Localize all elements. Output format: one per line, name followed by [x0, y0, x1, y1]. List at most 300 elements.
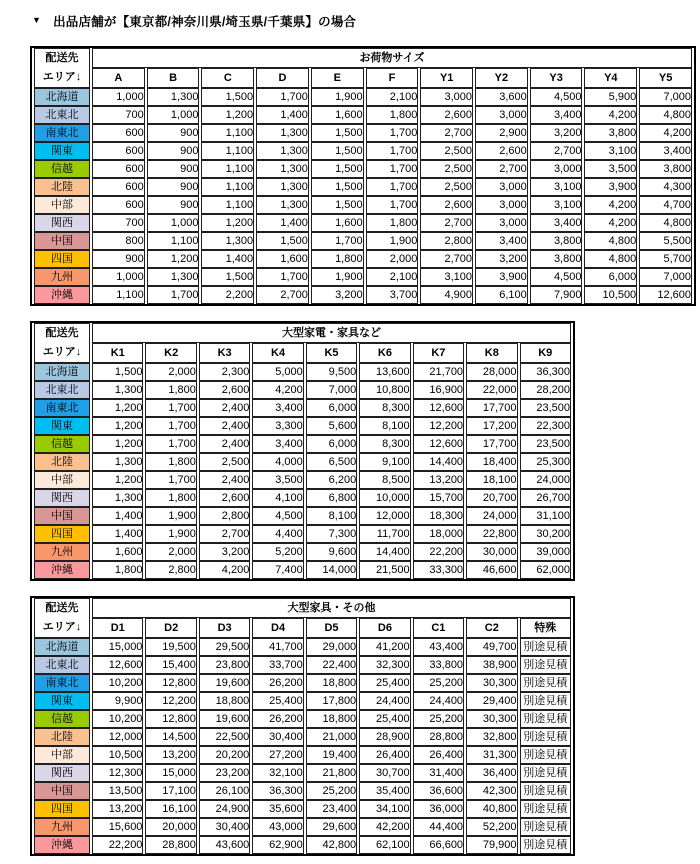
rate-cell: 1,700 — [366, 160, 419, 178]
rate-cell: 25,200 — [413, 710, 464, 728]
rate-cell: 12,300 — [92, 764, 143, 782]
rate-cell: 36,300 — [520, 363, 572, 381]
rate-cell: 1,300 — [256, 178, 309, 196]
table-row — [34, 471, 571, 489]
rate-cell: 19,600 — [199, 710, 250, 728]
table-row — [34, 836, 571, 854]
column-header: Y4 — [584, 68, 637, 88]
area-label: 中部 — [34, 471, 90, 489]
rate-cell: 2,400 — [199, 399, 250, 417]
rate-cell: 62,900 — [252, 836, 303, 854]
area-label: 北海道 — [34, 363, 90, 381]
rate-cell: 1,000 — [92, 268, 145, 286]
rate-cell: 21,000 — [306, 728, 357, 746]
rate-cell: 17,200 — [466, 417, 517, 435]
corner-header-line: 配送先 — [45, 602, 79, 614]
rate-cell: 17,800 — [306, 692, 357, 710]
rate-cell: 4,500 — [252, 507, 303, 525]
rate-cell: 26,700 — [520, 489, 572, 507]
area-label: 北陸 — [34, 178, 90, 196]
rate-cell: 24,400 — [359, 692, 410, 710]
rate-cell: 62,100 — [359, 836, 410, 854]
rate-cell: 11,700 — [359, 525, 410, 543]
rate-cell: 25,200 — [413, 674, 464, 692]
rate-cell: 1,400 — [201, 250, 254, 268]
rate-cell: 1,700 — [145, 399, 196, 417]
area-label: 南東北 — [34, 674, 90, 692]
table-row — [34, 728, 571, 746]
rate-cell: 28,200 — [520, 381, 572, 399]
rate-cell: 3,200 — [199, 543, 250, 561]
rate-cell: 3,200 — [475, 250, 528, 268]
rate-cell: 29,600 — [306, 818, 357, 836]
rate-cell: 1,700 — [311, 232, 364, 250]
rate-cell: 4,500 — [530, 88, 583, 106]
rate-cell: 16,900 — [413, 381, 464, 399]
rate-cell: 2,400 — [199, 435, 250, 453]
rate-cell: 15,600 — [92, 818, 143, 836]
rate-cell: 26,100 — [199, 782, 250, 800]
rate-cell: 3,400 — [475, 232, 528, 250]
rate-cell: 1,200 — [201, 214, 254, 232]
area-label: 中国 — [34, 232, 90, 250]
rate-cell: 33,700 — [252, 656, 303, 674]
rate-cell: 4,700 — [639, 196, 692, 214]
rate-cell: 5,000 — [252, 363, 303, 381]
column-header: K4 — [252, 343, 303, 363]
rate-cell: 1,800 — [366, 214, 419, 232]
rate-cell: 1,500 — [311, 196, 364, 214]
rate-cell: 22,800 — [466, 525, 517, 543]
rate-cell: 2,500 — [420, 142, 473, 160]
rate-cell: 3,400 — [252, 435, 303, 453]
table-row — [34, 656, 571, 674]
rate-cell: 別途見積 — [520, 764, 572, 782]
rate-cell: 2,800 — [420, 232, 473, 250]
rate-cell: 2,700 — [420, 250, 473, 268]
rate-cell: 1,700 — [256, 268, 309, 286]
rate-cell: 2,600 — [199, 381, 250, 399]
rate-cell: 1,800 — [92, 561, 143, 579]
rate-cell: 3,800 — [530, 250, 583, 268]
rate-cell: 27,200 — [252, 746, 303, 764]
table-row — [34, 782, 571, 800]
rate-cell: 6,200 — [306, 471, 357, 489]
column-header: C2 — [466, 618, 517, 638]
rate-cell: 別途見積 — [520, 818, 572, 836]
rate-cell: 22,300 — [520, 417, 572, 435]
rate-cell: 2,400 — [199, 417, 250, 435]
rate-cell: 1,500 — [201, 88, 254, 106]
rate-cell: 3,600 — [475, 88, 528, 106]
table-row — [34, 417, 571, 435]
rate-cell: 36,600 — [413, 782, 464, 800]
column-header: F — [366, 68, 419, 88]
rate-cell: 別途見積 — [520, 728, 572, 746]
rate-cell: 1,600 — [311, 214, 364, 232]
large-furniture-rate-table — [30, 596, 575, 856]
area-label: 関西 — [34, 214, 90, 232]
rate-cell: 14,500 — [145, 728, 196, 746]
rate-cell: 30,400 — [199, 818, 250, 836]
area-label: 四国 — [34, 250, 90, 268]
rate-cell: 1,600 — [92, 543, 143, 561]
table-row — [34, 178, 692, 196]
rate-cell: 6,000 — [306, 435, 357, 453]
rate-cell: 4,100 — [252, 489, 303, 507]
column-header: K5 — [306, 343, 357, 363]
rate-cell: 1,200 — [92, 399, 143, 417]
rate-cell: 1,000 — [147, 214, 200, 232]
page-title — [32, 12, 700, 30]
section-title: 大型家具・その他 — [92, 598, 571, 618]
rate-cell: 13,200 — [145, 746, 196, 764]
rate-cell: 900 — [147, 124, 200, 142]
rate-cell: 2,700 — [199, 525, 250, 543]
rate-cell: 14,000 — [306, 561, 357, 579]
rate-cell: 1,500 — [311, 160, 364, 178]
rate-cell: 12,800 — [145, 674, 196, 692]
rate-cell: 1,300 — [201, 232, 254, 250]
rate-cell: 5,200 — [252, 543, 303, 561]
rate-cell: 6,100 — [475, 286, 528, 304]
column-header: Y2 — [475, 68, 528, 88]
rate-cell: 4,200 — [584, 214, 637, 232]
rate-cell: 24,400 — [413, 692, 464, 710]
table-row — [34, 88, 692, 106]
rate-cell: 1,300 — [147, 268, 200, 286]
rate-cell: 10,200 — [92, 710, 143, 728]
rate-cell: 1,200 — [147, 250, 200, 268]
rate-cell: 別途見積 — [520, 800, 572, 818]
rate-cell: 1,000 — [92, 88, 145, 106]
column-header: K9 — [520, 343, 572, 363]
rate-cell: 1,200 — [92, 417, 143, 435]
table-row — [34, 435, 571, 453]
rate-cell: 3,000 — [475, 178, 528, 196]
rate-cell: 2,100 — [366, 268, 419, 286]
rate-cell: 26,400 — [413, 746, 464, 764]
rate-cell: 12,600 — [639, 286, 692, 304]
area-label: 中部 — [34, 746, 90, 764]
table-row — [34, 399, 571, 417]
rate-cell: 3,700 — [366, 286, 419, 304]
rate-cell: 700 — [92, 214, 145, 232]
area-label: 北海道 — [34, 88, 90, 106]
rate-cell: 12,600 — [92, 656, 143, 674]
rate-cell: 1,500 — [92, 363, 143, 381]
table-row — [34, 746, 571, 764]
rate-cell: 32,800 — [466, 728, 517, 746]
section-title: 大型家電・家具など — [92, 323, 571, 343]
column-header: Y5 — [639, 68, 692, 88]
rate-cell: 13,500 — [92, 782, 143, 800]
rate-cell: 22,000 — [466, 381, 517, 399]
rate-cell: 3,100 — [420, 268, 473, 286]
rate-cell: 2,600 — [420, 196, 473, 214]
rate-cell: 1,300 — [256, 196, 309, 214]
rate-cell: 13,200 — [413, 471, 464, 489]
column-header: K6 — [359, 343, 410, 363]
rate-cell: 4,500 — [530, 268, 583, 286]
rate-cell: 1,300 — [92, 453, 143, 471]
rate-cell: 1,400 — [256, 214, 309, 232]
rate-cell: 4,200 — [584, 106, 637, 124]
rate-cell: 7,300 — [306, 525, 357, 543]
rate-cell: 17,700 — [466, 435, 517, 453]
rate-cell: 1,800 — [145, 453, 196, 471]
column-header: K3 — [199, 343, 250, 363]
area-label: 北陸 — [34, 728, 90, 746]
rate-cell: 3,300 — [252, 417, 303, 435]
rate-cell: 24,000 — [520, 471, 572, 489]
table-row — [34, 543, 571, 561]
rate-cell: 別途見積 — [520, 656, 572, 674]
rate-cell: 6,800 — [306, 489, 357, 507]
rate-cell: 40,800 — [466, 800, 517, 818]
rate-cell: 3,000 — [475, 196, 528, 214]
column-header: 特殊 — [520, 618, 572, 638]
rate-cell: 1,400 — [256, 106, 309, 124]
rate-cell: 19,600 — [199, 674, 250, 692]
column-header: B — [147, 68, 200, 88]
area-label: 四国 — [34, 800, 90, 818]
rate-cell: 5,600 — [306, 417, 357, 435]
rate-cell: 3,900 — [475, 268, 528, 286]
rate-cell: 29,500 — [199, 638, 250, 656]
rate-cell: 52,200 — [466, 818, 517, 836]
rate-cell: 3,200 — [311, 286, 364, 304]
rate-cell: 46,600 — [466, 561, 517, 579]
rate-cell: 18,800 — [306, 674, 357, 692]
rate-cell: 21,700 — [413, 363, 464, 381]
area-label: 関東 — [34, 692, 90, 710]
area-label: 北東北 — [34, 106, 90, 124]
rate-cell: 4,200 — [639, 124, 692, 142]
rate-cell: 29,000 — [306, 638, 357, 656]
rate-cell: 17,100 — [145, 782, 196, 800]
column-header: K7 — [413, 343, 464, 363]
rate-cell: 32,300 — [359, 656, 410, 674]
rate-cell: 1,700 — [145, 435, 196, 453]
area-label: 中国 — [34, 782, 90, 800]
rate-cell: 2,700 — [420, 214, 473, 232]
rate-cell: 4,800 — [639, 214, 692, 232]
rate-cell: 19,400 — [306, 746, 357, 764]
rate-cell: 1,700 — [256, 88, 309, 106]
column-header: Y3 — [530, 68, 583, 88]
rate-cell: 3,800 — [639, 160, 692, 178]
rate-cell: 2,600 — [475, 142, 528, 160]
rate-cell: 2,000 — [145, 363, 196, 381]
rate-cell: 10,500 — [584, 286, 637, 304]
corner-header — [34, 323, 90, 363]
column-header: A — [92, 68, 145, 88]
rate-cell: 2,500 — [420, 178, 473, 196]
triangle-marker-icon: ▼ — [32, 15, 42, 25]
rate-cell: 3,400 — [252, 399, 303, 417]
column-header: D4 — [252, 618, 303, 638]
rate-cell: 1,100 — [92, 286, 145, 304]
table-row — [34, 710, 571, 728]
corner-header-line: エリア↓ — [42, 621, 82, 633]
rate-cell: 別途見積 — [520, 674, 572, 692]
area-label: 沖縄 — [34, 286, 90, 304]
rate-cell: 1,900 — [311, 268, 364, 286]
rate-cell: 21,800 — [306, 764, 357, 782]
rate-cell: 15,000 — [92, 638, 143, 656]
rate-cell: 79,900 — [466, 836, 517, 854]
table-row — [34, 124, 692, 142]
rate-cell: 900 — [147, 142, 200, 160]
rate-cell: 32,100 — [252, 764, 303, 782]
rate-cell: 16,100 — [145, 800, 196, 818]
rate-cell: 1,700 — [366, 124, 419, 142]
rate-cell: 20,200 — [199, 746, 250, 764]
rate-cell: 30,000 — [466, 543, 517, 561]
table-row — [34, 381, 571, 399]
rate-cell: 1,000 — [147, 106, 200, 124]
rate-cell: 8,300 — [359, 435, 410, 453]
rate-cell: 1,800 — [145, 381, 196, 399]
corner-header-line: 配送先 — [45, 327, 79, 339]
rate-cell: 15,700 — [413, 489, 464, 507]
rate-cell: 10,200 — [92, 674, 143, 692]
rate-cell: 30,400 — [252, 728, 303, 746]
rate-cell: 12,000 — [359, 507, 410, 525]
rate-cell: 2,800 — [199, 507, 250, 525]
rate-cell: 34,100 — [359, 800, 410, 818]
rate-cell: 35,600 — [252, 800, 303, 818]
rate-cell: 別途見積 — [520, 746, 572, 764]
rate-cell: 7,000 — [639, 268, 692, 286]
rate-cell: 14,400 — [413, 453, 464, 471]
area-label: 九州 — [34, 268, 90, 286]
rate-cell: 7,400 — [252, 561, 303, 579]
table-row — [34, 525, 571, 543]
rate-cell: 36,400 — [466, 764, 517, 782]
rate-cell: 600 — [92, 124, 145, 142]
area-label: 九州 — [34, 543, 90, 561]
rate-cell: 4,200 — [584, 196, 637, 214]
rate-cell: 4,900 — [420, 286, 473, 304]
table-row — [34, 489, 571, 507]
rate-cell: 2,000 — [366, 250, 419, 268]
rate-cell: 1,500 — [256, 232, 309, 250]
table-row — [34, 286, 692, 304]
rate-cell: 62,000 — [520, 561, 572, 579]
rate-cell: 4,000 — [252, 453, 303, 471]
rate-cell: 18,800 — [199, 692, 250, 710]
rate-cell: 7,000 — [306, 381, 357, 399]
rate-cell: 1,500 — [311, 124, 364, 142]
table-row — [34, 232, 692, 250]
rate-cell: 25,300 — [520, 453, 572, 471]
rate-cell: 13,200 — [92, 800, 143, 818]
rate-cell: 1,300 — [147, 88, 200, 106]
table-row — [34, 160, 692, 178]
area-label: 関西 — [34, 764, 90, 782]
rate-cell: 3,000 — [475, 214, 528, 232]
area-label: 信越 — [34, 160, 90, 178]
rate-cell: 13,600 — [359, 363, 410, 381]
rate-cell: 1,800 — [366, 106, 419, 124]
rate-cell: 5,500 — [639, 232, 692, 250]
rate-cell: 1,700 — [366, 142, 419, 160]
rate-cell: 41,700 — [252, 638, 303, 656]
rate-cell: 2,200 — [201, 286, 254, 304]
rate-cell: 1,800 — [311, 250, 364, 268]
table-row — [34, 818, 571, 836]
rate-cell: 別途見積 — [520, 710, 572, 728]
rate-cell: 3,100 — [530, 196, 583, 214]
rate-cell: 3,100 — [584, 142, 637, 160]
rate-cell: 44,400 — [413, 818, 464, 836]
area-label: 北東北 — [34, 656, 90, 674]
rate-cell: 29,400 — [466, 692, 517, 710]
rate-cell: 18,800 — [306, 710, 357, 728]
rate-cell: 15,400 — [145, 656, 196, 674]
area-label: 沖縄 — [34, 561, 90, 579]
rate-cell: 1,100 — [201, 160, 254, 178]
column-header: D5 — [306, 618, 357, 638]
rate-cell: 23,800 — [199, 656, 250, 674]
rate-cell: 3,400 — [530, 214, 583, 232]
column-header: D2 — [145, 618, 196, 638]
rate-cell: 1,300 — [256, 142, 309, 160]
rate-cell: 8,300 — [359, 399, 410, 417]
rate-cell: 1,200 — [201, 106, 254, 124]
rate-cell: 600 — [92, 160, 145, 178]
rate-cell: 2,700 — [256, 286, 309, 304]
area-label: 関西 — [34, 489, 90, 507]
rate-cell: 600 — [92, 142, 145, 160]
area-label: 四国 — [34, 525, 90, 543]
table-row — [34, 453, 571, 471]
area-label: 中部 — [34, 196, 90, 214]
rate-cell: 1,400 — [92, 507, 143, 525]
rate-cell: 36,300 — [252, 782, 303, 800]
rate-cell: 12,000 — [92, 728, 143, 746]
rate-cell: 23,500 — [520, 399, 572, 417]
rate-cell: 20,700 — [466, 489, 517, 507]
rate-cell: 20,000 — [145, 818, 196, 836]
rate-cell: 10,800 — [359, 381, 410, 399]
rate-cell: 18,100 — [466, 471, 517, 489]
area-label: 北陸 — [34, 453, 90, 471]
area-label: 北海道 — [34, 638, 90, 656]
rate-cell: 3,900 — [584, 178, 637, 196]
rate-cell: 8,100 — [306, 507, 357, 525]
rate-cell: 24,900 — [199, 800, 250, 818]
rate-cell: 1,900 — [311, 88, 364, 106]
rate-cell: 900 — [92, 250, 145, 268]
rate-cell: 3,000 — [420, 88, 473, 106]
rate-cell: 2,800 — [145, 561, 196, 579]
column-header: E — [311, 68, 364, 88]
rate-cell: 42,800 — [306, 836, 357, 854]
rate-cell: 1,300 — [92, 381, 143, 399]
rate-cell: 31,300 — [466, 746, 517, 764]
table-row — [34, 674, 571, 692]
rate-cell: 1,100 — [201, 124, 254, 142]
rate-cell: 25,400 — [359, 674, 410, 692]
rate-cell: 2,700 — [420, 124, 473, 142]
rate-cell: 3,000 — [530, 160, 583, 178]
rate-cell: 19,500 — [145, 638, 196, 656]
rate-cell: 39,000 — [520, 543, 572, 561]
rate-cell: 43,400 — [413, 638, 464, 656]
